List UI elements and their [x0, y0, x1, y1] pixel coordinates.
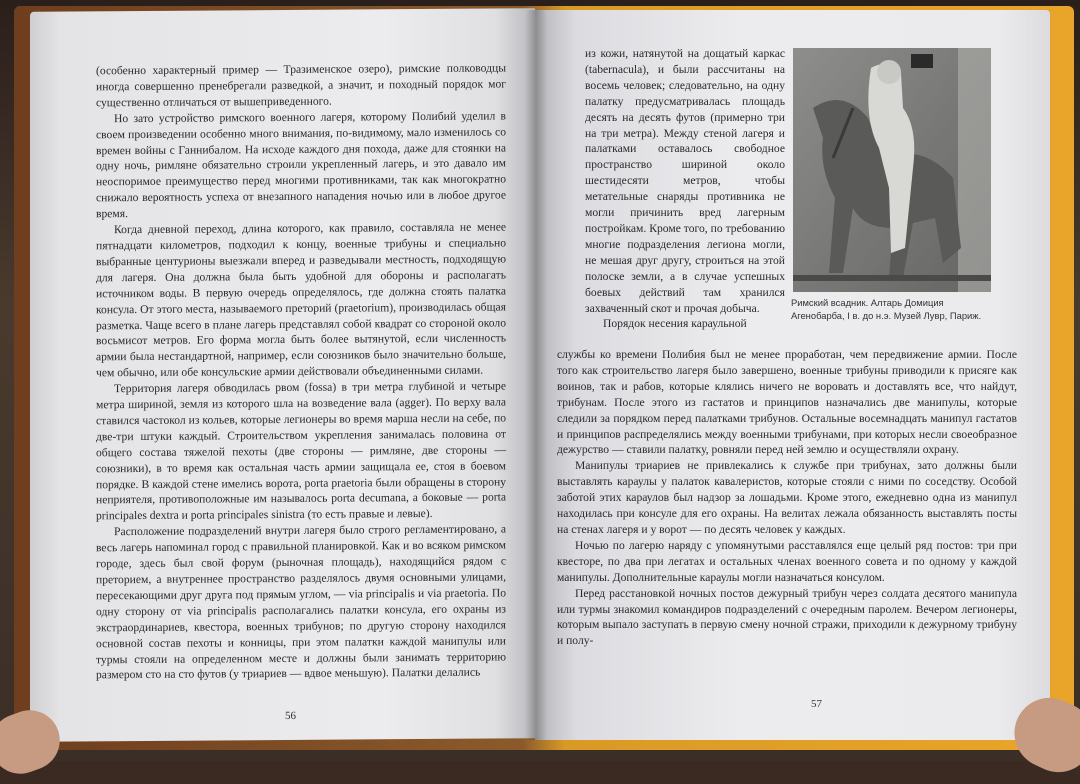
paragraph: службы ко времени Полибия был не менее проработан, чем передвижение армии. После того как строительство лагеря было завершено, военные трибуны приводили к присяге как воинов, так и рабов, которые клялись ничего не воровать и доставлять все, что найдут, трибунам. После этого из гастатов и принципов назначались две манипулы, которые следили за порядком перед палатками трибунов. Остальные восемнадцать манипул гастатов и принципов распределялись между военными трибунами, при которых несли своеобразное дежурство — ставили палатку, ровняли перед ней землю и осуществляли охрану. — [557, 348, 1017, 457]
left-page — [30, 8, 535, 742]
paragraph: Ночью по лагерю наряду с упомянутыми расставлялся еще целый ряд постов: три при квесторе, по два при легатах и остальных членах военного совета и по одному у каждой манипулы. Дополнительные караулы могли назначаться консулом. — [557, 538, 1017, 584]
right-page-column-text — [585, 46, 785, 332]
left-page-text — [96, 60, 506, 683]
right-page-text — [557, 347, 1017, 649]
paragraph: Манипулы триариев не привлекались к службе при трибунах, зато должны были выставлять караулы у палаток кавалеристов, которые стояли с ними по соседству. Особой заботой этих караулов был надзор за лошадьми. Кроме этого, ежедневно одна из манипул находилась при консуле для его охраны. На велитах лежала обязанность выставлять посты на стенах лагеря и у ворот — по десять человек у каждых. — [557, 459, 1017, 536]
page-number-right: 57 — [811, 698, 822, 710]
paragraph: Расположение подразделений внутри лагеря было строго регламентировано, а весь лагерь напоминал город с правильной планировкой. Как и во всяком римском городе, здесь был свой форум (рыночная площадь), находящийся рядом с преторием, а внутреннее пространство разделялось двумя основными улицами, пересекающими друг друга под прямым углом, — via principalis и via praetoria. По одну сторону от via principalis располагались палатки консула, его охраны из экстраординариев, квестора, военных трибунов; по другую сторону находился основной состав пехоты и конницы, при этом палатки каждой манипулы или турмы стояли на определенном месте и должны были занимать территорию размером сто на сто футов (у триариев — вдвое меньшую). Палатки делались — [96, 522, 506, 682]
page-number-left: 56 — [285, 709, 296, 722]
open-book — [30, 10, 1060, 740]
paragraph: Перед расстановкой ночных постов дежурный трибун через солдата десятого манипула или турмы знакомил командиров подразделений с очередным паролем. Вечером легионеры, которым выпало заступать в первую смену ночной стражи, приходили к дежурному трибуну и полу- — [557, 586, 1017, 648]
paragraph: (особенно характерный пример — Тразименское озеро), римские полководцы иногда совершенно пренебрегали разведкой, а значит, и походный порядок мог существенно отличаться от вышеприведенного. — [96, 61, 506, 110]
horseman-relief-image — [793, 48, 991, 292]
right-page — [535, 10, 1050, 740]
image-caption: Римский всадник. Алтарь Домиция Агенобарба, I в. до н.э. Музей Лувр, Париж. — [791, 297, 982, 321]
relief-photo — [793, 48, 991, 292]
paragraph: из кожи, натянутой на дощатый каркас (tabernacula), и были рассчитаны на восемь человек; следовательно, на одну палатку предусматривалась площадь десять на десять футов (примерно три на три метра). Между стеной лагеря и палатками оставалось свободное пространство шириной около шестидесяти метров, чтобы метательные снаряды противника не могли причинить вред лагерным постройкам. Кроме того, по требованию многие подразделения легиона могли, не мешая друг другу, строиться на этой полоске земли, а в случае успешных боевых действий там хранился захваченный скот и прочая добыча. — [585, 47, 785, 315]
book-gutter — [525, 10, 547, 740]
paragraph: Когда дневной переход, длина которого, как правило, составляла не менее пятнадцати километров, подходил к концу, военные трибуны и специально выбранные центурионы выезжали вперед и разведывали местность, подходящую для лагеря. Она должна была быть удобной для обороны и располагать источником воды. В первую очередь определялось, где должна стоять палатка консула. От этого места, называемого преторий (praetorium), производилась общая разметка. Чаще всего в плане лагерь представлял собой квадрат со стороной около восьмисот метров. Его форма могла быть более вытянутой, если численность армии была нестандартной, например, если союзников было значительно больше, чем обычно, или обе консульские армии действовали объединенными силами. — [96, 220, 506, 380]
paragraph: Порядок несения караульной — [603, 317, 747, 331]
paragraph: Но зато устройство римского военного лагеря, которому Полибий уделил в своем произведении особенно много внимания, по-видимому, мало изменилось со времен войны с Ганнибалом. На исходе каждого дня похода, даже для стоянки на одну ночь, римляне обязательно строили укрепленный лагерь, и это давало им неоспоримое преимущество перед многими противниками, так как многократно снижало вероятность успеха от внезапного нападения ночью или в любое другое время. — [96, 109, 506, 221]
paragraph: Территория лагеря обводилась рвом (fossa) в три метра глубиной и четыре метра шириной, земля из которого шла на возведение вала (agger). По верху вала ставился частокол из кольев, которые легионеры во время марша несли на себе, по две-три штуки каждый. Строительством укрепления занималась половина от общего состава тяжелой пехоты (две стороны — римляне, две стороны — союзники), в то время как остальная часть армии защищала ее, стоя в боевом порядке. В каждой стене имелись ворота, porta praetoria были обращены в сторону неприятеля, противоположные им называлось porta decumana, а боковые — porta principales dextra и porta principales sinistra (то есть правые и левые). — [96, 379, 506, 523]
